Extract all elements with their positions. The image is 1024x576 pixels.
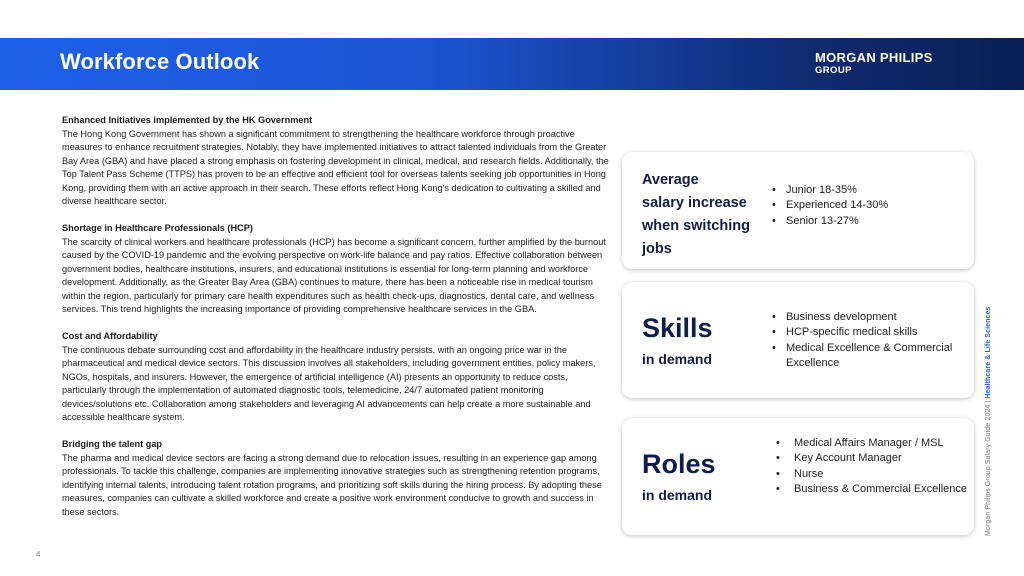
salary-increase-card (622, 152, 974, 269)
skills-list-item: • Business development (770, 310, 965, 325)
section-heading: Enhanced Initiatives implemented by the HK Government (62, 115, 313, 125)
company-logo (815, 51, 933, 76)
section-government-initiatives (62, 114, 614, 209)
salary-list-item: • Experienced 14-30% (770, 198, 960, 213)
page-number: 4 (36, 550, 41, 559)
main-text-column (62, 114, 614, 533)
skills-card-subtitle: in demand (642, 351, 713, 367)
logo-sub-text: GROUP (815, 65, 852, 76)
roles-card-subtitle: in demand (642, 487, 713, 503)
section-heading: Shortage in Healthcare Professionals (HCP) (62, 223, 253, 233)
skills-list-item: • HCP-specific medical skills (770, 325, 965, 340)
skills-list-item: • Medical Excellence & Commercial Excellence (770, 341, 965, 372)
salary-title-line: Average (642, 172, 699, 188)
roles-list-item: • Nurse (774, 467, 969, 482)
salary-title-line: jobs (642, 241, 672, 257)
logo-main-text: MORGAN PHILIPS (815, 50, 933, 65)
salary-list-item: • Senior 13-27% (770, 214, 960, 229)
salary-card-title (642, 169, 750, 261)
roles-card-title: Roles (642, 449, 716, 479)
roles-list-item: • Medical Affairs Manager / MSL (774, 436, 969, 451)
skills-in-demand-card (622, 282, 974, 398)
salary-title-line: salary increase (642, 195, 747, 211)
section-hcp-shortage (62, 222, 614, 317)
roles-list-item: • Business & Commercial Excellence (774, 482, 969, 497)
section-heading: Cost and Affordability (62, 331, 158, 341)
roles-list-item: • Key Account Manager (774, 451, 969, 466)
roles-list (774, 436, 969, 497)
skills-list (770, 310, 965, 371)
section-body: The continuous debate surrounding cost and affordability in the healthcare industry persists, with an ongoing price war in the pharmaceutical and medical device sectors. This discussion involves all stakeholders, including government entities, policy makers, NGOs, hospitals, and insurers. However, the emergence of artificial intelligence (AI) presents an opportunity to reduce costs, particularly through the implementation of automated diagnostic tools, telemedicine, 24/7 automated patient monitoring devices/solutions etc. Collaboration among stakeholders and leveraging AI advancements can help create a more sustainable and accessible healthcare system. (62, 344, 596, 422)
side-text-highlight: Healthcare & Life Sciences (985, 306, 992, 399)
salary-list-item: • Junior 18-35% (770, 183, 960, 198)
side-footer-text (985, 266, 992, 536)
section-cost-affordability (62, 330, 614, 425)
section-body: The pharma and medical device sectors are facing a strong demand due to relocation issues, resulting in an experience gap among professionals. To tackle this challenge, companies are implementing innovative strategies such as strengthening retention programs, identifying internal talents, introducing talent rotation programs, and prioritizing soft skills during the hiring process. By adopting these measures, companies can cultivate a skilled workforce and create a positive work environment conducive to growth and success in these sectors. (62, 452, 602, 517)
side-text-prefix: Morgan Philips Group Salary Guide 2024 | (985, 398, 992, 536)
skills-card-title: Skills (642, 313, 713, 343)
salary-list (770, 183, 960, 229)
page-title: Workforce Outlook (60, 49, 260, 74)
roles-in-demand-card (622, 418, 974, 535)
header-banner (0, 38, 1024, 90)
section-heading: Bridging the talent gap (62, 439, 163, 449)
section-talent-gap (62, 438, 614, 519)
salary-title-line: when switching (642, 218, 750, 234)
section-body: The scarcity of clinical workers and healthcare professionals (HCP) has become a significant concern, further amplified by the burnout caused by the COVID-19 pandemic and the evolving perspective on work-life balance and pay ratios. Effective collaboration between government bodies, healthcare institutions, insurers, and educational institutions is essential for long-term planning and workforce development. Additionally, as the Greater Bay Area (GBA) continues to mature, there has been a noticeable rise in medical tourism within the region, particularly for primary care health expenditures such as health check-ups, diagnostics, dental care, and wellness services. This trend highlights the increasing importance of providing comprehensive healthcare services in the GBA. (62, 236, 606, 314)
section-body: The Hong Kong Government has shown a significant commitment to strengthening the healthcare workforce through proactive measures to enhance recruitment strategies. Notably, they have implemented initiatives to attract talented individuals from the Greater Bay Area (GBA) and have placed a strong emphasis on fostering development in clinical, medical, and research fields. Additionally, the Top Talent Pass Scheme (TTPS) has proven to be an effective and efficient tool for overseas talents seeking job opportunities in Hong Kong, providing them with an active approach in their search. These efforts reflect Hong Kong's dedication to cultivating a skilled and diverse healthcare sector. (62, 128, 609, 206)
